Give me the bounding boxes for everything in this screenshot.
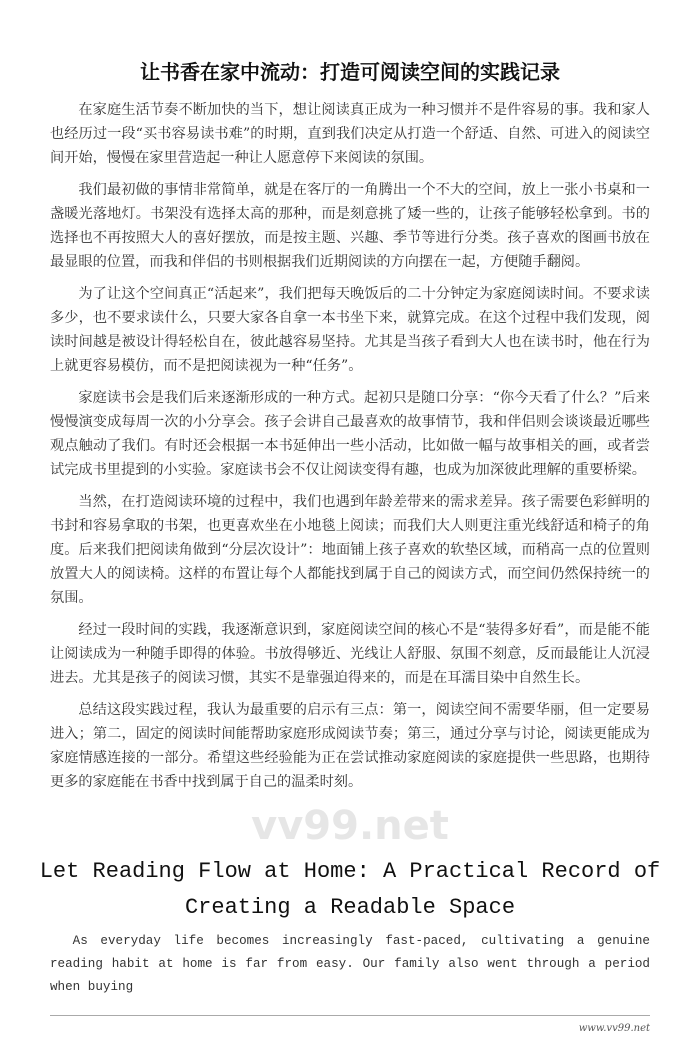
paragraph-7: 总结这段实践过程，我认为最重要的启示有三点：第一，阅读空间不需要华丽，但一定要易进入；第二，固定的阅读时间能帮助家庭形成阅读节奏；第三，通过分享与讨论，阅读更能成为家庭情感连接的一部分。希望这些经验能为正在尝试推动家庭阅读的家庭提供一些思路，也期待更多的家庭能在书香中找到属于自己的温柔时刻。 bbox=[50, 702, 650, 790]
paragraph-2: 我们最初做的事情非常简单，就是在客厅的一角腾出一个不大的空间，放上一张小书桌和一盏暖光落地灯。书架没有选择太高的那种，而是刻意挑了矮一些的，让孩子能够轻松拿到。书的选择也不再按照大人的喜好摆放，而是按主题、兴趣、季节等进行分类。孩子喜欢的图画书放在最显眼的位置，而我和伴侣的书则根据我们近期阅读的方向摆在一起，方便随手翻阅。 bbox=[50, 182, 650, 270]
english-title: Let Reading Flow at Home: A Practical Record of Creating a Readable Space bbox=[39, 859, 661, 920]
paragraph-1: 在家庭生活节奏不断加快的当下，想让阅读真正成为一种习惯并不是件容易的事。我和家人也经历过一段“买书容易读书难”的时期，直到我们决定从打造一个舒适、自然、可进入的阅读空间开始，慢慢在家里营造起一种让人愿意停下来阅读的氛围。 bbox=[50, 102, 650, 166]
paragraph-3: 为了让这个空间真正“活起来”，我们把每天晚饭后的二十分钟定为家庭阅读时间。不要求读多少，也不要求读什么，只要大家各自拿一本书坐下来，就算完成。在这个过程中我们发现，阅读时间越是被设计得轻松自在，彼此越容易坚持。尤其是当孩子看到大人也在读书时，他在行为上就更容易模仿，而不是把阅读视为一种“任务”。 bbox=[50, 286, 650, 374]
footer-url: www.vv99.net bbox=[578, 1023, 650, 1034]
page-title: 让书香在家中流动：打造可阅读空间的实践记录 bbox=[140, 60, 560, 84]
footer-divider bbox=[50, 1015, 650, 1016]
paragraph-6: 经过一段时间的实践，我逐渐意识到，家庭阅读空间的核心不是“装得多好看”，而是能不能让阅读成为一种随手即得的体验。书放得够近、光线让人舒服、氛围不刻意，反而最能让人沉浸进去。尤其是孩子的阅读习惯，其实不是靠强迫得来的，而是在耳濡目染中自然生长。 bbox=[50, 622, 650, 686]
paragraph-4: 家庭读书会是我们后来逐渐形成的一种方式。起初只是随口分享：“你今天看了什么？”后来慢慢演变成每周一次的小分享会。孩子会讲自己最喜欢的故事情节，我和伴侣则会谈谈最近哪些观点触动了我们。有时还会根据一本书延伸出一些小活动，比如做一幅与故事相关的画，或者尝试完成书里提到的小实验。家庭读书会不仅让阅读变得有趣，也成为加深彼此理解的重要桥梁。 bbox=[50, 390, 650, 478]
paragraph-5: 当然，在打造阅读环境的过程中，我们也遇到年龄差带来的需求差异。孩子需要色彩鲜明的书封和容易拿取的书架，也更喜欢坐在小地毯上阅读；而我们大人则更注重光线舒适和椅子的角度。后来我们把阅读角做到“分层次设计”：地面铺上孩子喜欢的软垫区域，而稍高一点的位置则放置大人的阅读椅。这样的布置让每个人都能找到属于自己的阅读方式，而空间仍然保持统一的氛围。 bbox=[50, 494, 650, 606]
english-paragraph: As everyday life becomes increasingly fast-paced, cultivating a genuine reading habit at home is far from easy. Our family also went through a period when buying bbox=[50, 934, 650, 994]
watermark: vv99.net bbox=[251, 803, 449, 849]
